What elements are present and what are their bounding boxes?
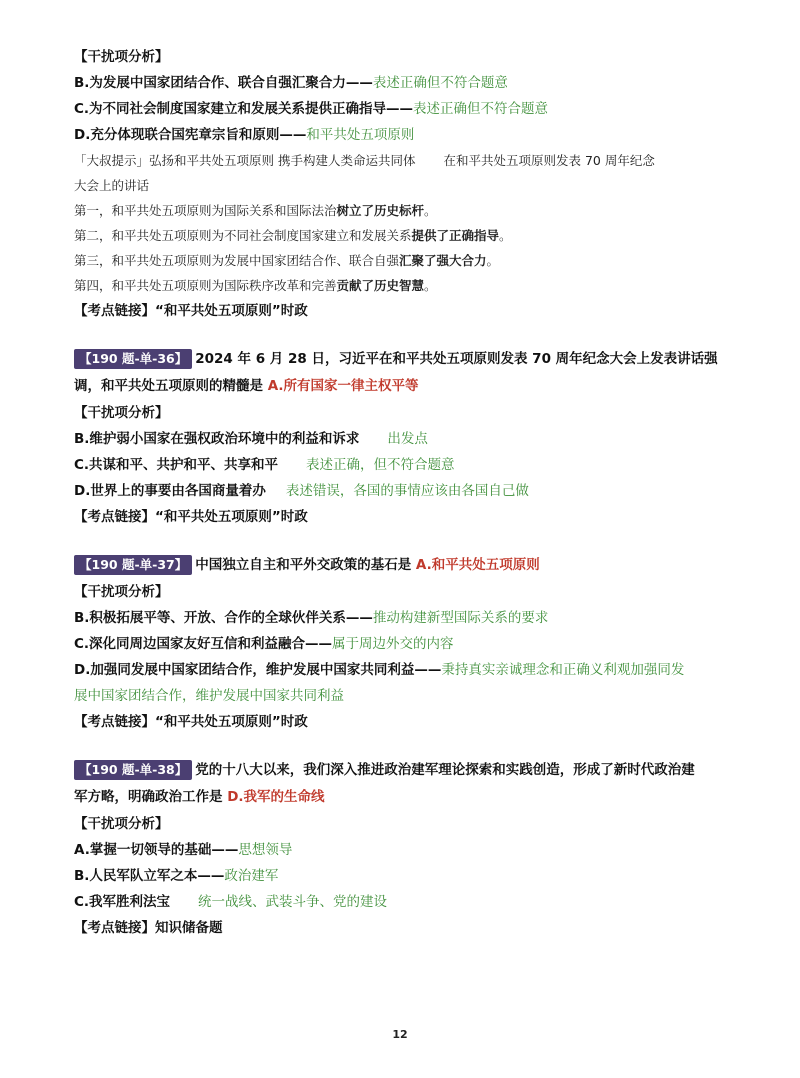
analysis-heading: 【干扰项分析】 [74, 49, 169, 65]
option-c: C.为不同社会制度国家建立和发展关系提供正确指导——表述正确但不符合题意 [74, 101, 549, 117]
question-tag: 【190 题-单-38】 [74, 760, 192, 780]
answer: D.我军的生命线 [227, 789, 325, 805]
hint-point-3: 第三，和平共处五项原则为发展中国家团结合作、联合自强汇聚了强大合力。 [74, 253, 500, 268]
question-38-stem: 【190 题-单-38】 党的十八大以来，我们深入推进政治建军理论探索和实践创造，形成了新时代政治建 [74, 757, 742, 784]
hint-title: 「大叔提示」弘扬和平共处五项原则 携手构建人类命运共同体 在和平共处五项原则发表 70 周年纪念 [74, 153, 655, 168]
topic-link: 【考点链接】“和平共处五项原则”时政 [74, 303, 308, 319]
analysis-heading: 【干扰项分析】 [74, 816, 169, 832]
topic-link: 【考点链接】“和平共处五项原则”时政 [74, 509, 308, 525]
option-b: B.维护弱小国家在强权政治环境中的利益和诉求 出发点 [74, 431, 428, 447]
question-38-stem-cont: 军方略，明确政治工作是 D.我军的生命线 [74, 789, 325, 805]
option-b: B.人民军队立军之本——政治建军 [74, 868, 279, 884]
answer: A.和平共处五项原则 [415, 557, 540, 573]
option-a: A.掌握一切领导的基础——思想领导 [74, 842, 293, 858]
answer: A.所有国家一律主权平等 [267, 378, 419, 394]
hint-title-cont: 大会上的讲话 [74, 178, 150, 193]
hint-point-1: 第一，和平共处五项原则为国际关系和国际法治树立了历史标杆。 [74, 203, 437, 218]
topic-link: 【考点链接】知识储备题 [74, 920, 223, 936]
option-d: D.加强同发展中国家团结合作，维护发展中国家共同利益——秉持真实亲诚理念和正确义利观加强同发 [74, 662, 685, 678]
page-content [74, 44, 742, 941]
analysis-heading: 【干扰项分析】 [74, 584, 169, 600]
option-c: C.我军胜利法宝 统一战线、武装斗争、党的建设 [74, 894, 388, 910]
topic-link: 【考点链接】“和平共处五项原则”时政 [74, 714, 308, 730]
question-36-stem-cont: 调，和平共处五项原则的精髓是 A.所有国家一律主权平等 [74, 378, 419, 394]
option-d: D.世界上的事要由各国商量着办 表述错误，各国的事情应该由各国自己做 [74, 483, 529, 499]
question-tag: 【190 题-单-36】 [74, 349, 192, 369]
hint-point-2: 第二，和平共处五项原则为不同社会制度国家建立和发展关系提供了正确指导。 [74, 228, 512, 243]
question-36-stem: 【190 题-单-36】 2024 年 6 月 28 日，习近平在和平共处五项原则发表 70 周年纪念大会上发表讲话强 [74, 346, 742, 373]
option-d: D.充分体现联合国宪章宗旨和原则——和平共处五项原则 [74, 127, 415, 143]
page-number: 12 [392, 1028, 408, 1041]
question-37-stem: 【190 题-单-37】 中国独立自主和平外交政策的基石是 A.和平共处五项原则 [74, 552, 742, 579]
option-b: B.积极拓展平等、开放、合作的全球伙伴关系——推动构建新型国际关系的要求 [74, 610, 549, 626]
option-b: B.为发展中国家团结合作、联合自强汇聚合力——表述正确但不符合题意 [74, 75, 508, 91]
question-tag: 【190 题-单-37】 [74, 555, 192, 575]
analysis-heading: 【干扰项分析】 [74, 405, 169, 421]
option-c: C.共谋和平、共护和平、共享和平 表述正确，但不符合题意 [74, 457, 455, 473]
hint-point-4: 第四，和平共处五项原则为国际秩序改革和完善贡献了历史智慧。 [74, 278, 437, 293]
option-d-cont: 展中国家团结合作，维护发展中国家共同利益 [74, 688, 344, 704]
option-c: C.深化同周边国家友好互信和利益融合——属于周边外交的内容 [74, 636, 454, 652]
